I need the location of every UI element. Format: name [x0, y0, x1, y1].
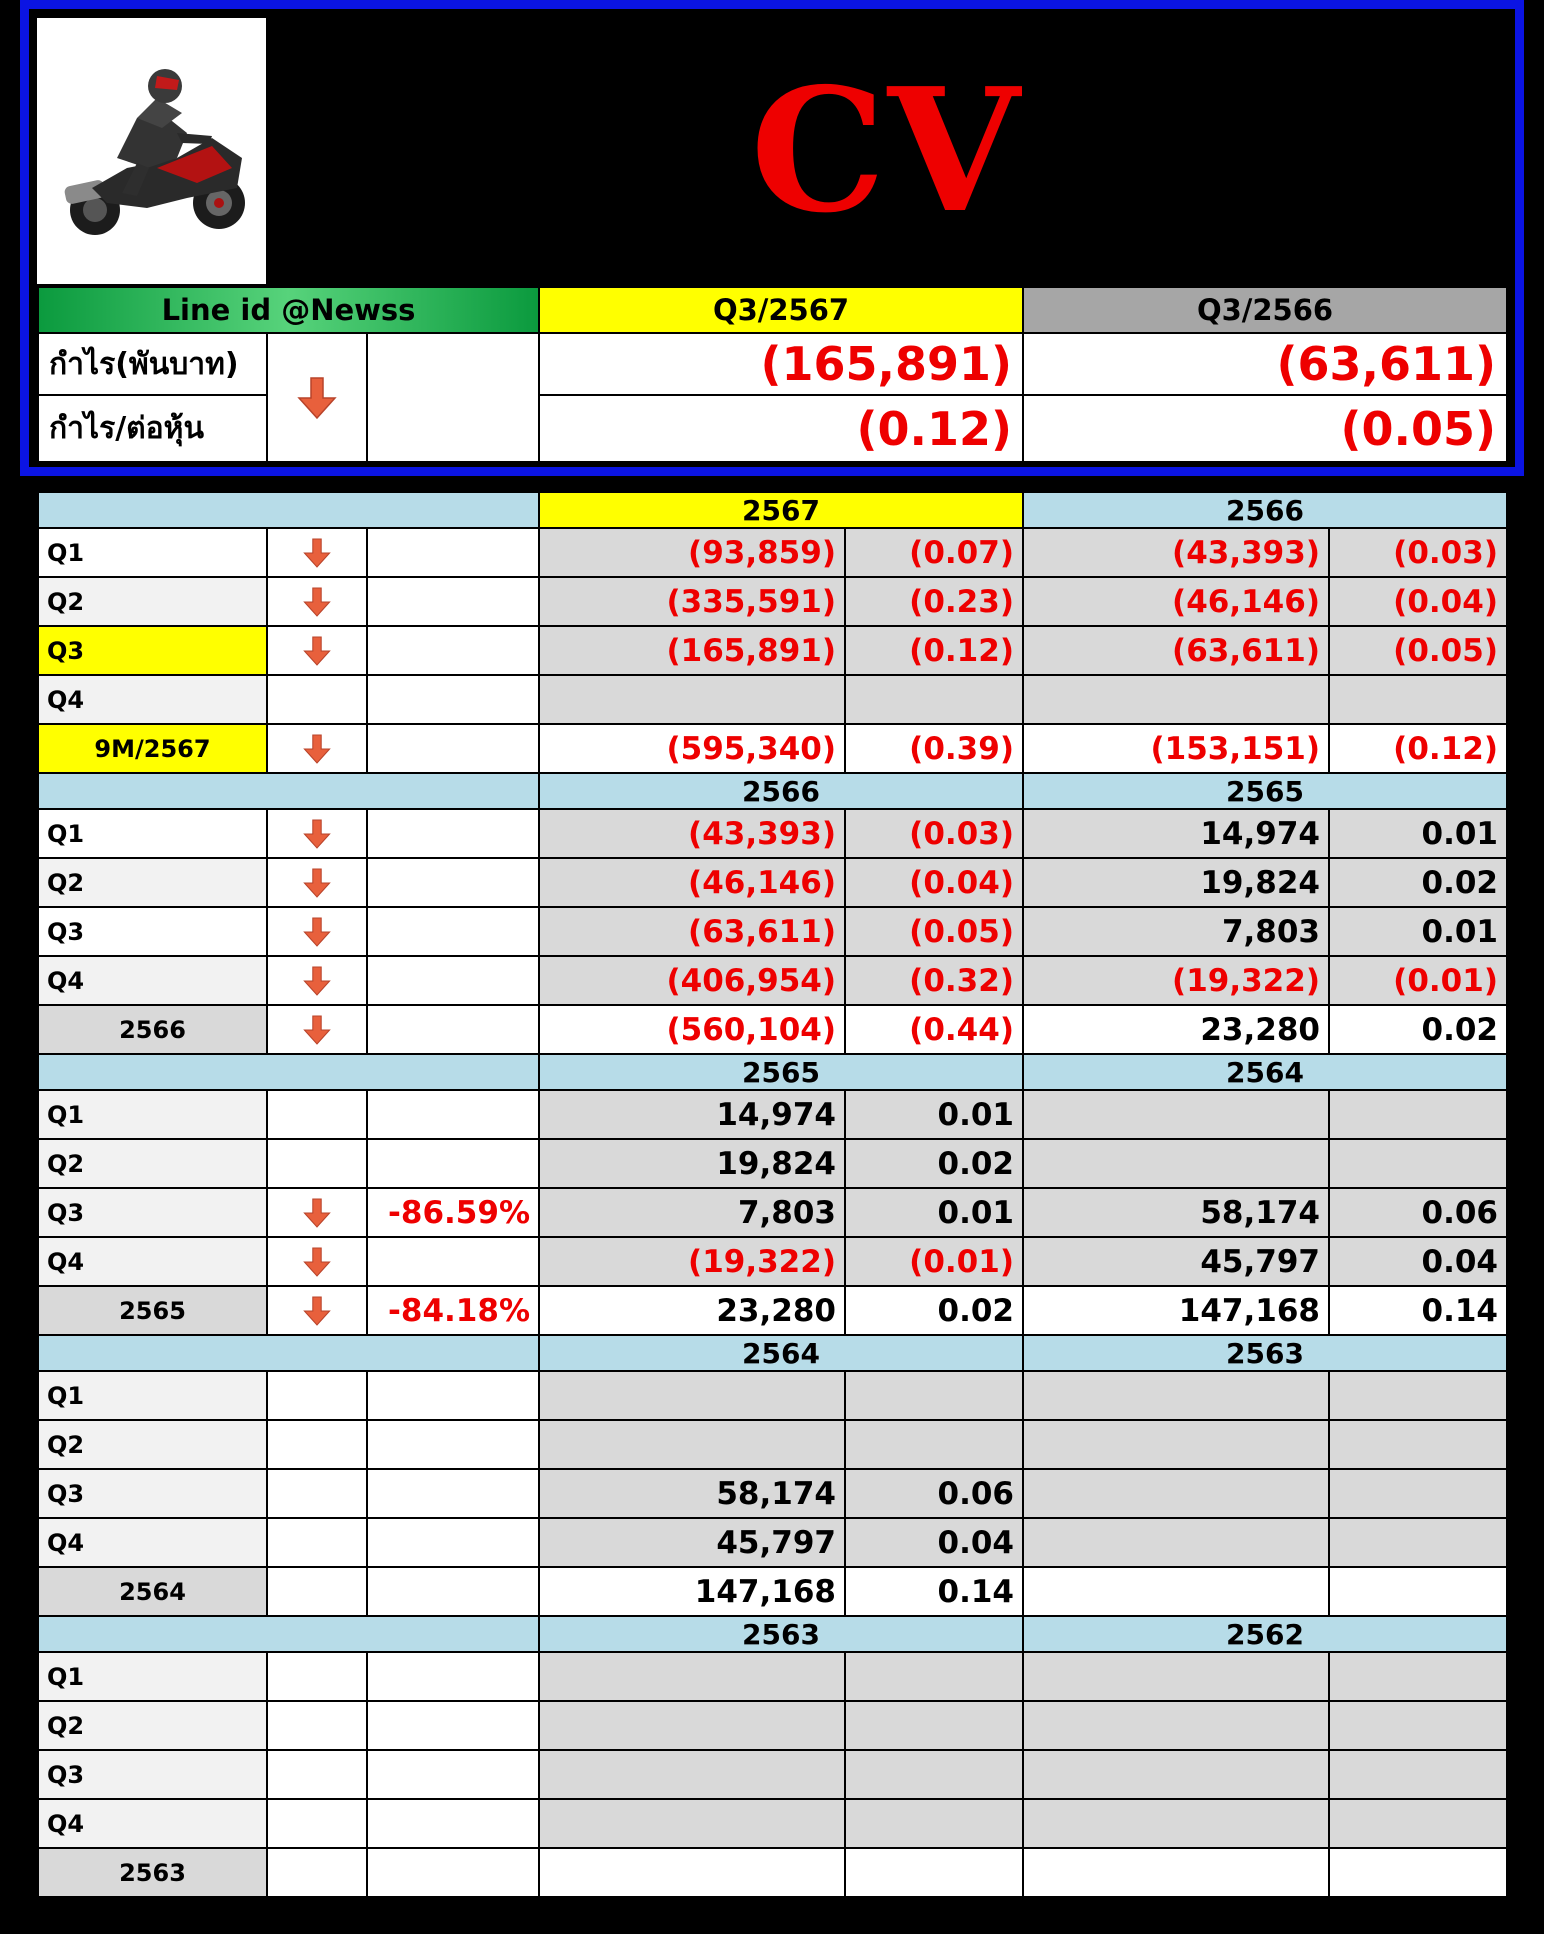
profit-label: กำไร(พันบาท): [38, 333, 267, 395]
trend-cell: [267, 1420, 367, 1469]
trend-cell: [267, 626, 367, 675]
section-header: [38, 773, 1507, 809]
eps-left: [845, 1701, 1023, 1750]
eps-right: [1329, 1750, 1507, 1799]
eps-right: [1329, 1420, 1507, 1469]
section-spacer: [38, 773, 539, 809]
eps-left: (0.39): [845, 724, 1023, 773]
profit-right: [1023, 1090, 1329, 1139]
section-header: [38, 1335, 1507, 1371]
percent-change: [367, 1750, 539, 1799]
trend-cell: [267, 675, 367, 724]
table-row: [38, 1848, 1507, 1897]
table-row: [38, 724, 1507, 773]
section-year-right: 2565: [1023, 773, 1507, 809]
ticker-title: CV: [750, 51, 1022, 251]
down-arrow-icon: [303, 867, 331, 899]
eps-right: 0.06: [1329, 1188, 1507, 1237]
earnings-history-table: [37, 491, 1508, 1898]
profit-right: [1023, 1799, 1329, 1848]
profit-right: 147,168: [1023, 1286, 1329, 1335]
row-label: 9M/2567: [38, 724, 267, 773]
profit-right: 7,803: [1023, 907, 1329, 956]
percent-change: [367, 1420, 539, 1469]
profit-left: (46,146): [539, 858, 845, 907]
profit-previous-value: (63,611): [1023, 333, 1507, 395]
section-spacer: [38, 1335, 539, 1371]
profit-left: (93,859): [539, 528, 845, 577]
trend-cell: [267, 1237, 367, 1286]
trend-cell: [267, 577, 367, 626]
eps-left: [845, 1848, 1023, 1897]
profit-left: [539, 1652, 845, 1701]
profit-left: (43,393): [539, 809, 845, 858]
profit-left: 45,797: [539, 1518, 845, 1567]
eps-right: [1329, 1139, 1507, 1188]
eps-right: 0.01: [1329, 907, 1507, 956]
profit-left: [539, 1799, 845, 1848]
row-label: Q3: [38, 626, 267, 675]
trend-cell: [267, 1286, 367, 1335]
table-row: [38, 858, 1507, 907]
section-year-right: 2564: [1023, 1054, 1507, 1090]
table-row: [38, 1518, 1507, 1567]
current-quarter-header: Q3/2567: [539, 287, 1023, 333]
section-year-right: 2562: [1023, 1616, 1507, 1652]
eps-left: (0.44): [845, 1005, 1023, 1054]
profit-left: (19,322): [539, 1237, 845, 1286]
percent-change: [367, 1652, 539, 1701]
percent-change: [367, 1701, 539, 1750]
trend-cell: [267, 1188, 367, 1237]
table-row: [38, 1652, 1507, 1701]
percent-change: [367, 1469, 539, 1518]
profit-right: (46,146): [1023, 577, 1329, 626]
eps-right: [1329, 1371, 1507, 1420]
eps-right: 0.02: [1329, 1005, 1507, 1054]
profit-right: [1023, 1848, 1329, 1897]
eps-left: (0.32): [845, 956, 1023, 1005]
profit-right: [1023, 1139, 1329, 1188]
profit-left: (406,954): [539, 956, 845, 1005]
profit-right: (43,393): [1023, 528, 1329, 577]
row-label: Q4: [38, 675, 267, 724]
section-year-right: 2563: [1023, 1335, 1507, 1371]
row-label: 2564: [38, 1567, 267, 1616]
table-row: [38, 809, 1507, 858]
trend-cell: [267, 858, 367, 907]
profit-left: [539, 1848, 845, 1897]
previous-quarter-header: Q3/2566: [1023, 287, 1507, 333]
table-row: [38, 1005, 1507, 1054]
table-row: [38, 1701, 1507, 1750]
row-label: Q3: [38, 1469, 267, 1518]
eps-left: 0.01: [845, 1188, 1023, 1237]
profit-left: [539, 1701, 845, 1750]
row-label: Q1: [38, 1090, 267, 1139]
percent-change: [367, 1371, 539, 1420]
row-label: Q4: [38, 1237, 267, 1286]
table-row: [38, 1371, 1507, 1420]
row-label: 2566: [38, 1005, 267, 1054]
profit-left: (165,891): [539, 626, 845, 675]
row-label: Q1: [38, 1652, 267, 1701]
row-label: Q1: [38, 809, 267, 858]
trend-cell: [267, 1652, 367, 1701]
profit-right: [1023, 1567, 1329, 1616]
section-header: [38, 1616, 1507, 1652]
row-label: Q2: [38, 1420, 267, 1469]
profit-left: (63,611): [539, 907, 845, 956]
summary-blank-cell: [367, 333, 539, 462]
percent-change: [367, 1799, 539, 1848]
table-row: [38, 1090, 1507, 1139]
profit-left: (560,104): [539, 1005, 845, 1054]
row-label: Q2: [38, 577, 267, 626]
motorcycle-rider-icon: [37, 18, 266, 284]
profit-left: 58,174: [539, 1469, 845, 1518]
profit-right: 14,974: [1023, 809, 1329, 858]
eps-right: [1329, 1469, 1507, 1518]
trend-cell: [267, 1848, 367, 1897]
section-year-left: 2563: [539, 1616, 1023, 1652]
percent-change: [367, 1139, 539, 1188]
profit-left: (335,591): [539, 577, 845, 626]
percent-change: [367, 907, 539, 956]
trend-cell: [267, 1567, 367, 1616]
down-arrow-icon: [303, 586, 331, 618]
eps-right: 0.14: [1329, 1286, 1507, 1335]
table-row: [38, 1286, 1507, 1335]
eps-left: 0.02: [845, 1286, 1023, 1335]
down-arrow-icon: [303, 1014, 331, 1046]
percent-change: [367, 675, 539, 724]
profit-right: [1023, 1518, 1329, 1567]
down-arrow-icon: [297, 376, 337, 420]
table-row: [38, 1799, 1507, 1848]
table-row: [38, 626, 1507, 675]
eps-left: [845, 1652, 1023, 1701]
eps-left: (0.01): [845, 1237, 1023, 1286]
eps-right: [1329, 1567, 1507, 1616]
eps-right: 0.02: [1329, 858, 1507, 907]
trend-cell: [267, 1139, 367, 1188]
profit-right: [1023, 1750, 1329, 1799]
row-label: Q3: [38, 1188, 267, 1237]
eps-right: 0.01: [1329, 809, 1507, 858]
table-row: [38, 675, 1507, 724]
eps-left: (0.03): [845, 809, 1023, 858]
table-row: [38, 1469, 1507, 1518]
row-label: Q1: [38, 1371, 267, 1420]
down-arrow-icon: [303, 733, 331, 765]
down-arrow-icon: [303, 818, 331, 850]
eps-right: (0.05): [1329, 626, 1507, 675]
profit-left: [539, 675, 845, 724]
eps-left: (0.07): [845, 528, 1023, 577]
eps-right: [1329, 675, 1507, 724]
down-arrow-icon: [303, 537, 331, 569]
profit-right: [1023, 1371, 1329, 1420]
eps-left: 0.04: [845, 1518, 1023, 1567]
trend-cell: [267, 528, 367, 577]
eps-right: (0.12): [1329, 724, 1507, 773]
table-row: [38, 1567, 1507, 1616]
down-arrow-icon: [303, 916, 331, 948]
percent-change: [367, 1005, 539, 1054]
eps-left: 0.02: [845, 1139, 1023, 1188]
table-row: [38, 1139, 1507, 1188]
trend-cell: [267, 724, 367, 773]
table-row: [38, 577, 1507, 626]
row-label: Q3: [38, 907, 267, 956]
eps-left: [845, 675, 1023, 724]
percent-change: [367, 858, 539, 907]
row-label: Q4: [38, 1799, 267, 1848]
trend-cell: [267, 1005, 367, 1054]
percent-change: [367, 1237, 539, 1286]
section-year-left: 2567: [539, 492, 1023, 528]
eps-right: [1329, 1518, 1507, 1567]
profit-right: (19,322): [1023, 956, 1329, 1005]
eps-left: [845, 1420, 1023, 1469]
down-arrow-icon: [303, 965, 331, 997]
section-header: [38, 492, 1507, 528]
profit-right: 19,824: [1023, 858, 1329, 907]
table-row: [38, 956, 1507, 1005]
profit-left: [539, 1750, 845, 1799]
motorcycle-logo-image: [37, 18, 266, 284]
row-label: Q2: [38, 1139, 267, 1188]
profit-left: 147,168: [539, 1567, 845, 1616]
section-year-right: 2566: [1023, 492, 1507, 528]
trend-cell: [267, 1371, 367, 1420]
profit-right: [1023, 1701, 1329, 1750]
profit-left: 19,824: [539, 1139, 845, 1188]
profit-left: [539, 1371, 845, 1420]
percent-change: [367, 809, 539, 858]
profit-right: 23,280: [1023, 1005, 1329, 1054]
profit-right: [1023, 675, 1329, 724]
down-arrow-icon: [303, 1246, 331, 1278]
row-label: Q4: [38, 1518, 267, 1567]
line-id-label: Line id @Newss: [38, 287, 539, 333]
row-label: 2563: [38, 1848, 267, 1897]
profit-left: 14,974: [539, 1090, 845, 1139]
row-label: 2565: [38, 1286, 267, 1335]
table-row: [38, 528, 1507, 577]
eps-left: (0.23): [845, 577, 1023, 626]
eps-label: กำไร/ต่อหุ้น: [38, 395, 267, 462]
eps-current-value: (0.12): [539, 395, 1023, 462]
profit-current-value: (165,891): [539, 333, 1023, 395]
profit-right: [1023, 1420, 1329, 1469]
profit-right: [1023, 1652, 1329, 1701]
trend-cell: [267, 809, 367, 858]
section-year-left: 2565: [539, 1054, 1023, 1090]
percent-change: [367, 956, 539, 1005]
trend-cell: [267, 907, 367, 956]
table-row: [38, 907, 1507, 956]
eps-left: [845, 1799, 1023, 1848]
row-label: Q2: [38, 1701, 267, 1750]
percent-change: [367, 724, 539, 773]
trend-cell: [267, 1799, 367, 1848]
down-arrow-icon: [303, 1295, 331, 1327]
summary-header-table: [37, 286, 1508, 463]
profit-right: (63,611): [1023, 626, 1329, 675]
percent-change: [367, 1848, 539, 1897]
percent-change: -86.59%: [367, 1188, 539, 1237]
profit-right: 58,174: [1023, 1188, 1329, 1237]
eps-right: [1329, 1701, 1507, 1750]
eps-left: (0.04): [845, 858, 1023, 907]
table-row: [38, 1237, 1507, 1286]
eps-right: [1329, 1799, 1507, 1848]
row-label: Q2: [38, 858, 267, 907]
eps-right: (0.04): [1329, 577, 1507, 626]
profit-left: 7,803: [539, 1188, 845, 1237]
trend-cell: [267, 1518, 367, 1567]
percent-change: [367, 1090, 539, 1139]
eps-left: (0.12): [845, 626, 1023, 675]
section-spacer: [38, 492, 539, 528]
trend-cell: [267, 1701, 367, 1750]
eps-right: [1329, 1652, 1507, 1701]
down-arrow-icon: [303, 635, 331, 667]
profit-right: 45,797: [1023, 1237, 1329, 1286]
profit-left: [539, 1420, 845, 1469]
eps-right: (0.03): [1329, 528, 1507, 577]
profit-left: (595,340): [539, 724, 845, 773]
table-row: [38, 1420, 1507, 1469]
summary-trend-cell: [267, 333, 367, 462]
table-row: [38, 1188, 1507, 1237]
percent-change: [367, 577, 539, 626]
eps-left: 0.01: [845, 1090, 1023, 1139]
row-label: Q4: [38, 956, 267, 1005]
percent-change: [367, 528, 539, 577]
down-arrow-icon: [303, 1197, 331, 1229]
section-spacer: [38, 1616, 539, 1652]
trend-cell: [267, 956, 367, 1005]
eps-previous-value: (0.05): [1023, 395, 1507, 462]
section-spacer: [38, 1054, 539, 1090]
eps-left: (0.05): [845, 907, 1023, 956]
eps-right: 0.04: [1329, 1237, 1507, 1286]
eps-left: [845, 1750, 1023, 1799]
profit-right: (153,151): [1023, 724, 1329, 773]
percent-change: [367, 1567, 539, 1616]
profit-right: [1023, 1469, 1329, 1518]
trend-cell: [267, 1469, 367, 1518]
section-header: [38, 1054, 1507, 1090]
eps-right: [1329, 1848, 1507, 1897]
percent-change: -84.18%: [367, 1286, 539, 1335]
eps-right: [1329, 1090, 1507, 1139]
eps-left: 0.14: [845, 1567, 1023, 1616]
percent-change: [367, 626, 539, 675]
section-year-left: 2564: [539, 1335, 1023, 1371]
table-row: [38, 1750, 1507, 1799]
row-label: Q1: [38, 528, 267, 577]
eps-left: 0.06: [845, 1469, 1023, 1518]
section-year-left: 2566: [539, 773, 1023, 809]
row-label: Q3: [38, 1750, 267, 1799]
eps-right: (0.01): [1329, 956, 1507, 1005]
profit-left: 23,280: [539, 1286, 845, 1335]
trend-cell: [267, 1090, 367, 1139]
trend-cell: [267, 1750, 367, 1799]
eps-left: [845, 1371, 1023, 1420]
percent-change: [367, 1518, 539, 1567]
